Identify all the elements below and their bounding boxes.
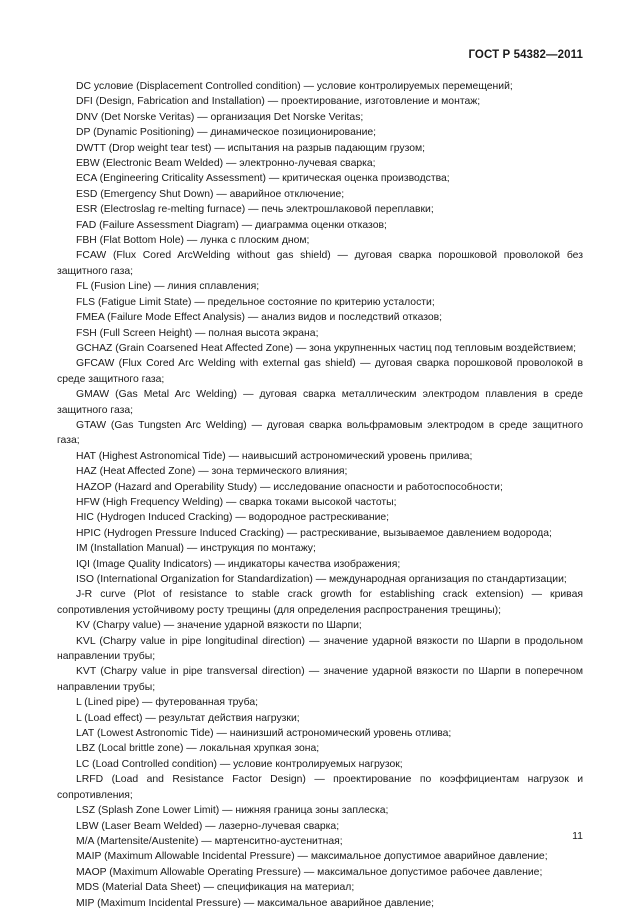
- abbreviation-entry: HAZOP (Hazard and Operability Study) — исследование опасности и работоспособности;: [76, 481, 503, 493]
- abbreviation-entry: L (Lined pipe) — футерованная труба;: [76, 697, 258, 709]
- abbreviation-entry: GMAW (Gas Metal Arc Welding) — дуговая сварка металлическим электродом плавления в среде защитного газа;: [57, 389, 583, 416]
- abbreviation-entry: LSZ (Splash Zone Lower Limit) — нижняя граница зоны заплеска;: [76, 805, 389, 817]
- abbreviation-entry: GFCAW (Flux Cored Arc Welding with external gas shield) — дуговая сварка порошковой проволокой в среде защитного газа;: [57, 358, 583, 385]
- abbreviation-entry: LBW (Laser Beam Welded) — лазерно-лучевая сварка;: [76, 820, 340, 832]
- abbreviation-entry: IM (Installation Manual) — инструкция по монтажу;: [76, 543, 316, 555]
- abbreviation-entry: ISO (International Organization for Standardization) — международная организация по стандартизации;: [76, 574, 567, 585]
- abbreviation-entry: ESD (Emergency Shut Down) — аварийное отключение;: [76, 188, 345, 200]
- abbreviation-entry: FBH (Flat Bottom Hole) — лунка с плоским дном;: [76, 235, 310, 247]
- standard-header: ГОСТ Р 54382—2011: [468, 49, 583, 61]
- abbreviation-entry: IQI (Image Quality Indicators) — индикаторы качества изображения;: [76, 558, 401, 570]
- abbreviation-entry: LBZ (Local brittle zone) — локальная хрупкая зона;: [76, 743, 320, 755]
- abbreviation-entry: GCHAZ (Grain Coarsened Heat Affected Zone) — зона укрупненных частиц под тепловым воздействием;: [76, 342, 576, 354]
- abbreviation-entry: FSH (Full Screen Height) — полная высота экрана;: [76, 327, 319, 339]
- abbreviation-entry: DC условие (Displacement Controlled condition) — условие контролируемых перемещений;: [76, 81, 513, 92]
- abbreviation-entry: DWTT (Drop weight tear test) — испытания на разрыв падающим грузом;: [76, 142, 426, 154]
- abbreviation-entry: MAIP (Maximum Allowable Incidental Pressure) — максимальное допустимое аварийное давление;: [76, 851, 548, 863]
- abbreviation-entry: FL (Fusion Line) — линия сплавления;: [76, 281, 260, 293]
- abbreviation-entry: HAT (Highest Astronomical Tide) — наивысший астрономический уровень прилива;: [76, 450, 473, 462]
- abbreviation-entry: LRFD (Load and Resistance Factor Design) — проектирование по коэффициентам нагрузок и сопротивления;: [57, 774, 583, 801]
- abbreviation-entry: MAOP (Maximum Allowable Operating Pressure) — максимальное допустимое рабочее давление;: [76, 866, 543, 878]
- abbreviation-entry: LC (Load Controlled condition) — условие контролируемых нагрузок;: [76, 758, 403, 770]
- abbreviation-entry: HPIC (Hydrogen Pressure Induced Cracking) — растрескивание, вызываемое давлением водорода;: [76, 527, 552, 539]
- abbreviation-entry: KVL (Charpy value in pipe longitudinal direction) — значение ударной вязкости по Шарпи в продольном направлении трубы;: [57, 635, 583, 663]
- page-number: 11: [572, 830, 583, 842]
- abbreviation-entry: L (Load effect) — результат действия нагрузки;: [76, 712, 300, 724]
- abbreviation-entry: GTAW (Gas Tungsten Arc Welding) — дуговая сварка вольфрамовым электродом в среде защитного газа;: [57, 419, 583, 447]
- abbreviation-entry: FAD (Failure Assessment Diagram) — диаграмма оценки отказов;: [76, 219, 387, 231]
- abbreviation-entry: DFI (Design, Fabrication and Installation) — проектирование, изготовление и монтаж;: [76, 96, 481, 108]
- abbreviation-entry: HAZ (Heat Affected Zone) — зона термического влияния;: [76, 466, 348, 478]
- abbreviations-list: [57, 79, 583, 911]
- abbreviation-entry: EBW (Electronic Beam Welded) — электронно-лучевая сварка;: [76, 158, 376, 170]
- abbreviation-entry: ECA (Engineering Criticality Assessment) — критическая оценка производства;: [76, 173, 450, 185]
- abbreviation-entry: HFW (High Frequency Welding) — сварка токами высокой частоты;: [76, 496, 397, 508]
- abbreviation-entry: M/A (Martensite/Austenite) — мартенситно-аустенитная;: [76, 835, 343, 847]
- abbreviation-entry: MIP (Maximum Incidental Pressure) — максимальное аварийное давление;: [76, 897, 434, 909]
- abbreviation-entry: FMEA (Failure Mode Effect Analysis) — анализ видов и последствий отказов;: [76, 312, 443, 324]
- abbreviation-entry: KVT (Charpy value in pipe transversal direction) — значение ударной вязкости по Шарпи в поперечном направлении трубы;: [57, 666, 583, 693]
- abbreviation-entry: J-R curve (Plot of resistance to stable crack growth for establishing crack extension) — кривая сопротивления устойчивому росту трещины (для определения распространения трещины);: [57, 589, 583, 616]
- abbreviation-entry: FLS (Fatigue Limit State) — предельное состояние по критерию усталости;: [76, 296, 435, 308]
- abbreviation-entry: MDS (Material Data Sheet) — спецификация на материал;: [76, 882, 355, 894]
- abbreviation-entry: FCAW (Flux Cored ArcWelding without gas shield) — дуговая сварка порошковой проволокой без защитного газа;: [57, 250, 583, 277]
- abbreviation-entry: DP (Dynamic Positioning) — динамическое позиционирование;: [76, 127, 377, 139]
- abbreviation-entry: KV (Charpy value) — значение ударной вязкости по Шарпи;: [76, 620, 362, 632]
- abbreviation-entry: HIC (Hydrogen Induced Cracking) — водородное растрескивание;: [76, 512, 390, 524]
- abbreviation-entry: LAT (Lowest Astronomic Tide) — наинизший астрономический уровень отлива;: [76, 728, 452, 740]
- abbreviation-entry: ESR (Electroslag re-melting furnace) — печь электрошлаковой переплавки;: [76, 204, 434, 216]
- abbreviation-entry: DNV (Det Norske Veritas) — организация Det Norske Veritas;: [76, 111, 364, 123]
